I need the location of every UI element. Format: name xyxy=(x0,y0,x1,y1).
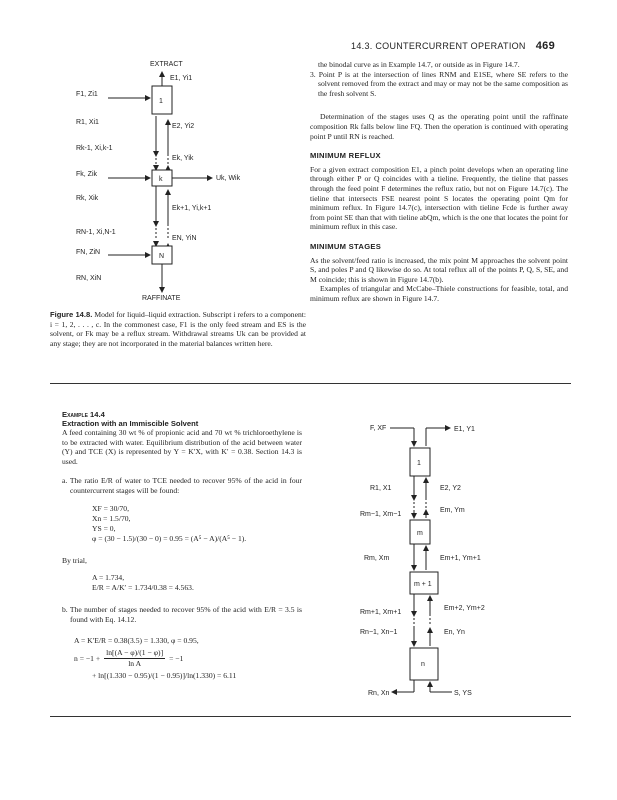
trial-equations xyxy=(62,573,302,593)
label-feed: F, XF xyxy=(370,425,387,432)
caption-label: Figure 14.8. xyxy=(50,310,93,319)
min-stages-paragraph: As the solvent/feed ratio is increased, the mix point M approaches the solvent point S, and poles P and Q likewise do so. At total reflux all of the points P, Q, S, SE, and M coincide; this is shown in Figure 14.7(b). xyxy=(310,255,568,284)
stage-label-n: N xyxy=(159,253,165,260)
stage-label-1: 1 xyxy=(159,98,163,105)
label-s: S, YS xyxy=(454,690,472,697)
label-fk: Fk, Zik xyxy=(76,171,97,178)
label-rk1: Rk-1, Xi,k-1 xyxy=(76,145,113,152)
stage-label-n: n xyxy=(421,661,425,668)
label-em1: Em+1, Ym+1 xyxy=(440,555,481,562)
caption-text: Model for liquid–liquid extraction. Subscript i refers to a component: i = 1, 2, . . . , c. In the commonest case, F1 is the only feed stream and ES is the solvent, or Fk may be a reflux stream. Withdrawal streams Uk can be provided at any stage; they are not incorporated in the material balances written here. xyxy=(50,310,306,348)
top-rule xyxy=(50,383,571,384)
stages-paragraph: Determination of the stages uses Q as the operating point until the raffinate composition Rk falls below line FQ. Then the operation is continued with operating point P until RN is reached. xyxy=(310,112,568,141)
figure-14-8-caption xyxy=(50,310,306,348)
label-rn1: Rn−1, Xn−1 xyxy=(360,629,398,636)
example-statement: A feed containing 30 wt % of propionic acid and 70 wt % trichloroethylene is to be extracted with water. Equilibrium distribution of the acid between water (Y) and TCE (X) is represented by Y = K′X, with K′ = 0.38. Section 14.3 is used. xyxy=(62,428,302,466)
minimum-stages-heading: MINIMUM STAGES xyxy=(310,241,382,251)
page-number: 469 xyxy=(535,40,555,52)
label-ek1: Ek+1, Yi,k+1 xyxy=(172,205,212,212)
label-f1: F1, Zi1 xyxy=(76,91,98,98)
running-header xyxy=(351,40,555,52)
examples-paragraph: Examples of triangular and McCabe–Thiele constructions for feasible, total, and minimum reflux are shown in Figure 14.7. xyxy=(310,284,568,303)
eq-b2 xyxy=(74,648,302,669)
item-3: 3. Point P is at the intersection of lines RNM and E1SE, where SE refers to the solvent removed from the extract and may or may not be the same composition as the fresh solvent S. xyxy=(310,69,568,98)
eq-b2-denominator: ln A xyxy=(128,659,142,669)
part-b-equations xyxy=(62,636,302,681)
eq-b2-right: = −1 xyxy=(169,653,184,663)
label-uk: Uk, Wik xyxy=(216,175,241,182)
example-title: Extraction with an Immiscible Solvent xyxy=(62,419,199,428)
reflux-paragraph: For a given extract composition E1, a pinch point develops when an operating line through either P or Q coincides with a tieline. Frequently, the tieline that passes through the feed point F determines the reflux ratio, but not on Figure 14.7(c). The tieline that intersects FSE nearest point S locates the operating point Qm for minimum reflux. In Figure 14.7(c), intersection with tieline Fcde is further away from point SE than that with tieline abQm, which is the one that locates the point for minimum reflux in this case. xyxy=(310,164,568,232)
example-stage-diagram xyxy=(340,420,550,705)
label-rm: Rm, Xm xyxy=(364,555,390,562)
example-label: Example 14.4 xyxy=(62,410,105,419)
eq-xn: Xn = 1.5/70, xyxy=(92,513,131,523)
label-en: EN, YiN xyxy=(172,235,197,242)
label-em: Em, Ym xyxy=(440,507,465,514)
label-rm1: Rm−1, Xm−1 xyxy=(360,511,402,518)
label-fn: FN, ZiN xyxy=(76,249,101,256)
eq-er-value: E/R = A/K′ = 1.734/0.38 = 4.563. xyxy=(92,583,194,593)
label-r1: R1, Xi1 xyxy=(76,119,99,126)
eq-b1: A = K′E/R = 0.38(3.5) = 1.330, φ = 0.95, xyxy=(74,636,199,646)
label-e2: E2, Yi2 xyxy=(172,123,195,130)
example-14-4 xyxy=(62,410,302,681)
label-r1: R1, X1 xyxy=(370,485,392,492)
label-em2: Em+2, Ym+2 xyxy=(444,605,485,612)
eq-b2-fraction xyxy=(104,648,165,669)
label-e1: E1, Yi1 xyxy=(170,75,193,82)
label-e2: E2, Y2 xyxy=(440,485,461,492)
eq-phi: φ = (30 − 1.5)/(30 − 0) = 0.95 = (A⁵ − A)/(A⁵ − 1). xyxy=(92,533,247,543)
part-b: b. The number of stages needed to recover 95% of the acid with E/R = 3.5 is found with Eq. 14.12. xyxy=(62,605,302,624)
label-rm1b: Rm+1, Xm+1 xyxy=(360,609,402,616)
stage-label-1: 1 xyxy=(417,460,421,467)
label-rn1: RN-1, Xi,N-1 xyxy=(76,229,116,236)
eq-b3: + ln[(1.330 − 0.95)/(1 − 0.95)]/ln(1.330) = 6.11 xyxy=(92,671,237,681)
stage-label-k: k xyxy=(159,176,163,183)
eq-ys: YS = 0, xyxy=(92,523,116,533)
figure-14-8-diagram xyxy=(60,58,310,303)
label-e1: E1, Y1 xyxy=(454,426,475,433)
minimum-reflux-heading: MINIMUM REFLUX xyxy=(310,151,381,161)
bottom-rule xyxy=(50,716,571,717)
eq-b2-numerator: ln[(A − φ)/(1 − φ)] xyxy=(106,648,164,658)
eq-b2-left: n = −1 + xyxy=(74,653,101,663)
part-a: a. The ratio E/R of water to TCE needed to recover 95% of the acid in four countercurrent stages will be found: xyxy=(62,476,302,495)
section-title: 14.3. COUNTERCURRENT OPERATION xyxy=(351,41,526,51)
intro-paragraph: the binodal curve as in Example 14.7, or outside as in Figure 14.7. xyxy=(318,60,520,69)
right-column xyxy=(310,60,568,303)
label-rn: RN, XiN xyxy=(76,275,102,282)
label-rn: Rn, Xn xyxy=(368,690,390,697)
stage-label-m: m xyxy=(417,530,423,537)
stage-label-m-plus-1: m + 1 xyxy=(414,581,432,588)
label-rk: Rk, Xik xyxy=(76,195,99,202)
eq-a-value: A = 1.734, xyxy=(92,573,125,583)
eq-xf: XF = 30/70, xyxy=(92,503,129,513)
part-a-equations xyxy=(62,504,302,544)
label-ek: Ek, Yik xyxy=(172,155,194,162)
label-en: En, Yn xyxy=(444,629,465,636)
raffinate-label: RAFFINATE xyxy=(142,295,181,302)
extract-label: EXTRACT xyxy=(150,61,183,68)
by-trial-label: By trial, xyxy=(62,555,87,565)
